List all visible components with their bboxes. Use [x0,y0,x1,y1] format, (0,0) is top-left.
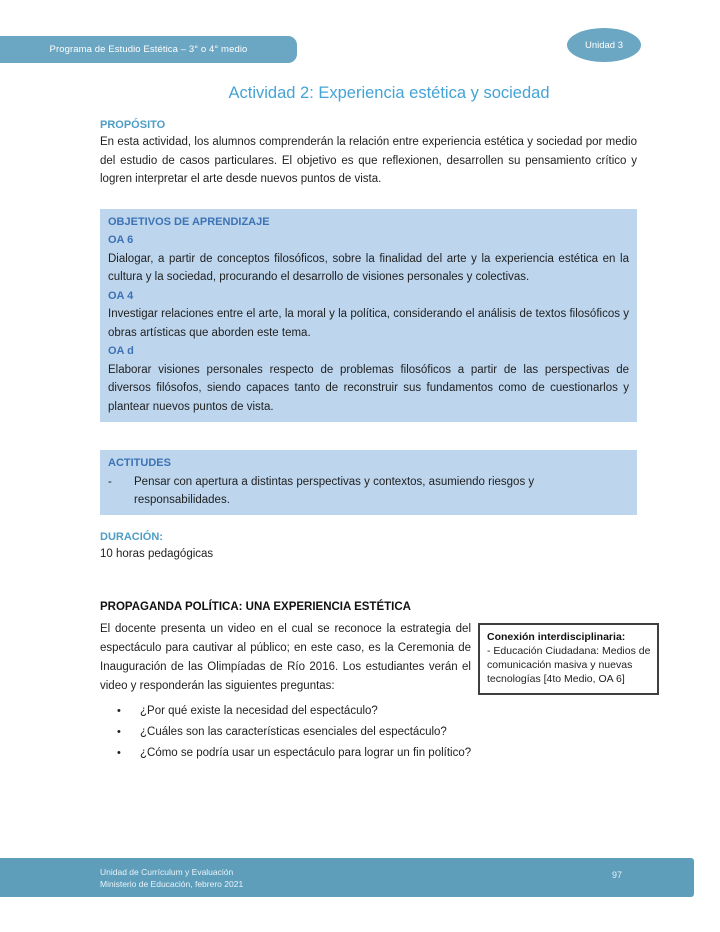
unit-badge-label: Unidad 3 [584,39,624,51]
duracion-label: DURACIÓN: [100,530,163,543]
question-text: ¿Por qué existe la necesidad del espectáculo? [140,704,378,717]
question-text: ¿Cómo se podría usar un espectáculo para lograr un fin político? [140,746,472,759]
activity-intro-text: El docente presenta un video en el cual se reconoce la estrategia del espectáculo para cautivar al público; en este caso, es la Ceremonia de Inauguración de las Olimpíadas de Río 2016. Los estudiantes verán el video y responderán las siguientes preguntas: [100,622,471,692]
question-text: ¿Cuáles son las características esenciales del espectáculo? [140,725,447,738]
connection-box-text: - Educación Ciudadana: Medios de comunicación masiva y nuevas tecnologías [4to Medio, OA 6] [487,644,651,685]
bullet-icon: • [117,725,121,738]
proposito-label: PROPÓSITO [100,119,166,131]
activity-heading: PROPAGANDA POLÍTICA: UNA EXPERIENCIA ESTÉTICA [100,600,411,613]
list-item [100,743,637,764]
list-item [100,701,637,722]
objetivos-label: OBJETIVOS DE APRENDIZAJE [108,215,270,228]
oa-code: OA 6 [108,234,134,246]
list-item [100,722,637,743]
unit-badge [567,28,641,62]
duracion-text: 10 horas pedagógicas [100,547,214,560]
footer-line-1: Unidad de Currículum y Evaluación [100,866,234,877]
actitudes-text: Pensar con apertura a distintas perspectivas y contextos, asumiendo riesgos y responsabilidades. [134,475,535,506]
program-header-pill [0,36,297,63]
question-list [100,701,637,764]
proposito-text: En esta actividad, los alumnos comprenderán la relación entre experiencia estética y sociedad por medio del estudio de casos particulares. El objetivo es que reflexionen, desarrollen su pensamiento crítico y logren interpretar el arte desde nuevos puntos de vista. [100,136,637,185]
oa-text: Investigar relaciones entre el arte, la moral y la política, considerando el análisis de textos filosóficos y obras artísticas que aborden este tema. [108,308,629,339]
program-header-label: Programa de Estudio Estética – 3° o 4° medio [49,44,248,55]
main-content [100,118,651,764]
footer-credits [100,866,243,890]
page-title: Actividad 2: Experiencia estética y sociedad [228,84,550,102]
connection-box-title: Conexión interdisciplinaria: [487,630,626,643]
page-number: 97 [611,870,622,880]
footer-bar [0,858,694,897]
actitudes-box [100,450,637,515]
bullet-icon: • [117,704,121,717]
oa-text: Dialogar, a partir de conceptos filosóficos, sobre la finalidad del arte y la experiencia estética en la cultura y la sociedad, procurando el desarrollo de visiones personales y colectivas. [108,252,629,283]
activity-intro-row [100,620,651,696]
dash-marker: - [108,475,112,488]
objetivos-box [100,209,637,423]
actitudes-label: ACTITUDES [108,457,171,469]
oa-code: OA 4 [108,289,134,302]
oa-text: Elaborar visiones personales respecto de problemas filosóficos a partir de las perspectivas de diversos filósofos, siendo capaces tanto de reconstruir sus fundamentos como de cuestionarlos y plantear nuevos puntos de vista. [108,363,629,413]
footer-line-2: Ministerio de Educación, febrero 2021 [100,878,244,889]
interdisciplinary-connection-box [478,623,659,695]
actitudes-item [108,473,629,510]
oa-code: OA d [108,345,134,357]
bullet-icon: • [117,746,121,759]
